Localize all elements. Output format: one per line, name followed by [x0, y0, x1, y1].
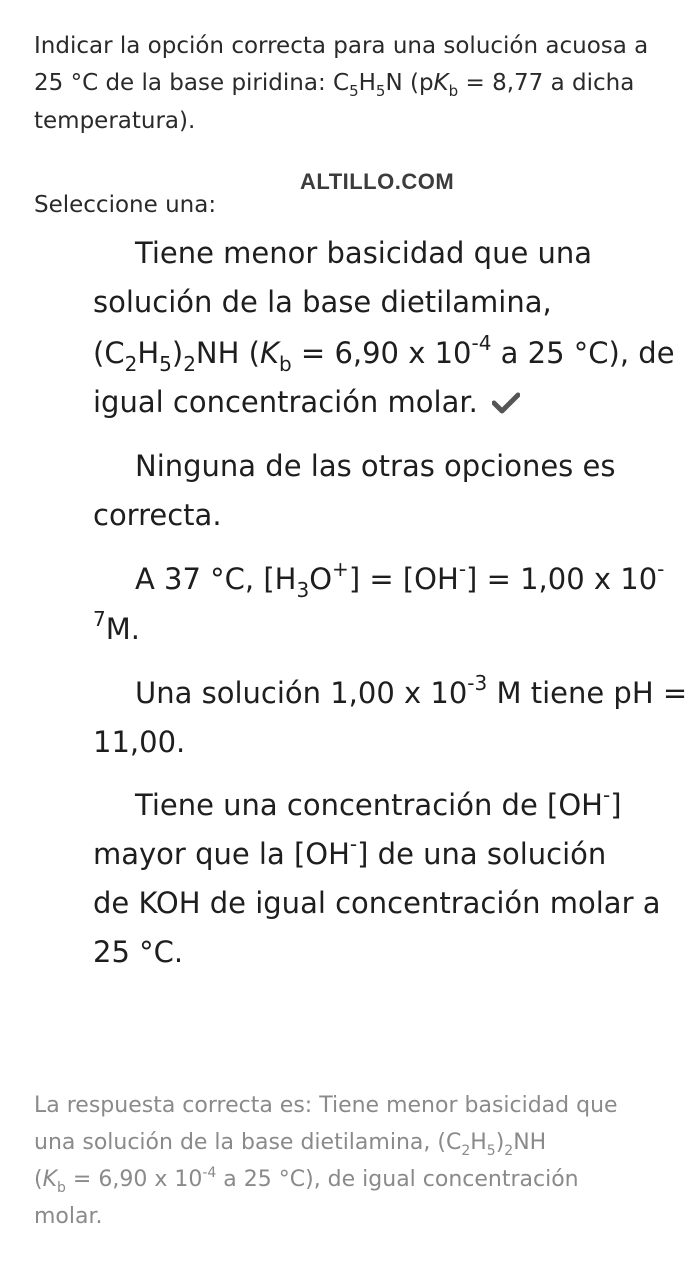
- option-a-line-2: solución de la base dietilamina,: [93, 285, 552, 319]
- option-a-line-1: Tiene menor basicidad que una: [135, 236, 593, 270]
- feedback-line-1: La respuesta correcta es: Tiene menor basicidad que: [34, 1093, 618, 1118]
- option-e-line-4: 25 °C.: [93, 935, 184, 969]
- option-c-line-1: A 37 °C, $[H_3O^+] = [OH^-] = 1,00$ x 10-: [135, 557, 665, 602]
- option-b-line-2: correcta.: [93, 498, 222, 532]
- question-line-3: temperatura).: [34, 108, 196, 134]
- option-d-line-1: Una solución 1,00 x $10^{-3}$ M tiene pH =: [135, 671, 688, 710]
- checkmark-icon: [492, 392, 520, 414]
- option-c-line-2: $^7$M.: [93, 607, 140, 646]
- option-d-line-2: 11,00.: [93, 725, 186, 759]
- option-b-line-1: Ninguna de las otras opciones es: [135, 449, 616, 483]
- feedback-line-4: molar.: [34, 1204, 103, 1229]
- option-a-line-4: igual concentración molar.: [93, 385, 520, 419]
- option-a-line-3: $(C_2H_5)_2NH$ ($K_b = 6,90$ x $10^{-4}$ a 25 °C), de: [93, 331, 675, 376]
- option-e-line-2: mayor que la [OH-] de una solución: [93, 832, 607, 871]
- question-line-2: 25 °C de la base piridina: $C_5H_5N$ ($pK_b = 8,77$ a dicha: [34, 70, 635, 100]
- option-e-line-3: de KOH de igual concentración molar a: [93, 886, 661, 920]
- watermark: ALTILLO.COM: [300, 169, 455, 194]
- feedback-line-3: ($K_b = 6,90$ x $10^{-4}$ a 25 °C), de igual concentración: [34, 1165, 579, 1196]
- option-e-line-1: Tiene una concentración de [OH-]: [135, 783, 622, 822]
- feedback-line-2: una solución de la base dietilamina, $(C_2H_5)_2NH$: [34, 1130, 547, 1159]
- question-line-1: Indicar la opción correcta para una solución acuosa a: [34, 33, 649, 59]
- select-prompt: Seleccione una:: [34, 192, 217, 218]
